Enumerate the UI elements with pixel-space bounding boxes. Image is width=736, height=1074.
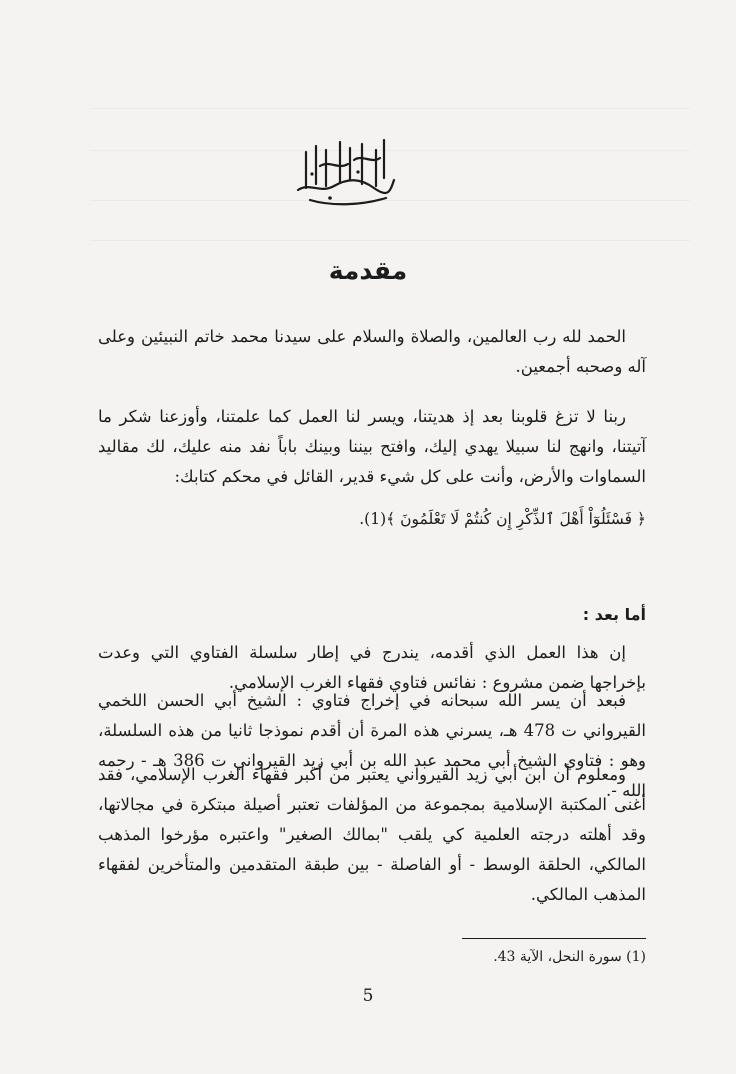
paragraph-supplication: ربنا لا تزغ قلوبنا بعد إذ هديتنا، ويسر لنا العمل كما علمتنا، وأوزعنا شكر ما آتيتنا، وانهج لنا سبيلا يهدي إليك، وافتح بيننا وبينك باباً نفد منه عليك، لك مقاليد السماوات والأرض، وأنت على كل شيء قدير، القائل في محكم كتابك: <box>98 407 646 486</box>
paragraph-praise: الحمد لله رب العالمين، والصلاة والسلام على سيدنا محمد خاتم النبيئين وعلى آله وصحبه أجمعين. <box>98 327 646 376</box>
basmala-calligraphy <box>290 130 400 210</box>
page-number: 5 <box>362 986 374 1006</box>
paragraph-series: إن هذا العمل الذي أقدمه، يندرج في إطار سلسلة الفتاوي التي وعدت بإخراجها ضمن مشروع : نفائس فتاوي فقهاء الغرب الإسلامي. <box>98 643 646 692</box>
paragraph-ibn-abi-zayd: ومعلوم أن ابن أبي زيد القيرواني يعتبر من أكبر فقهاء الغرب الإسلامي، فقد أغنى المكتبة الإسلامية بمجموعة من المؤلفات تعتبر أصيلة مبتكرة في مجالاتها، وقد أهلته درجته العلمية كي يلقب "بمالك الصغير" واعتبره مؤرخوا المذهب المالكي، الحلقة الوسط - أو الفاصلة - بين طبقة المتقدمين والمتأخرين لفقهاء المذهب المالكي. <box>98 765 646 904</box>
footnote-divider <box>462 938 646 939</box>
paragraph-second-model: فبعد أن يسر الله سبحانه في إخراج فتاوي : الشيخ أبي الحسن اللخمي القيرواني ت 478 هـ، يسرني هذه المرة أن أقدم نموذجا ثانيا من هذه السلسلة، وهو : فتاوي الشيخ أبي محمد عبد الله بن أبي زيد القيرواني ت 386 هـ - رحمه الله -. <box>98 691 646 800</box>
page-title: مقدمة <box>328 256 408 285</box>
amma-baad-heading: أما بعد : <box>582 605 646 624</box>
footnote: (1) سورة النحل، الآية 43. <box>493 949 646 965</box>
quran-verse: ﴿ فَسْئَلُوٓاْ أَهْلَ ٱلذِّكْرِ إِن كُنتُمْ لَا تَعْلَمُونَ ﴾(1). <box>359 510 646 528</box>
